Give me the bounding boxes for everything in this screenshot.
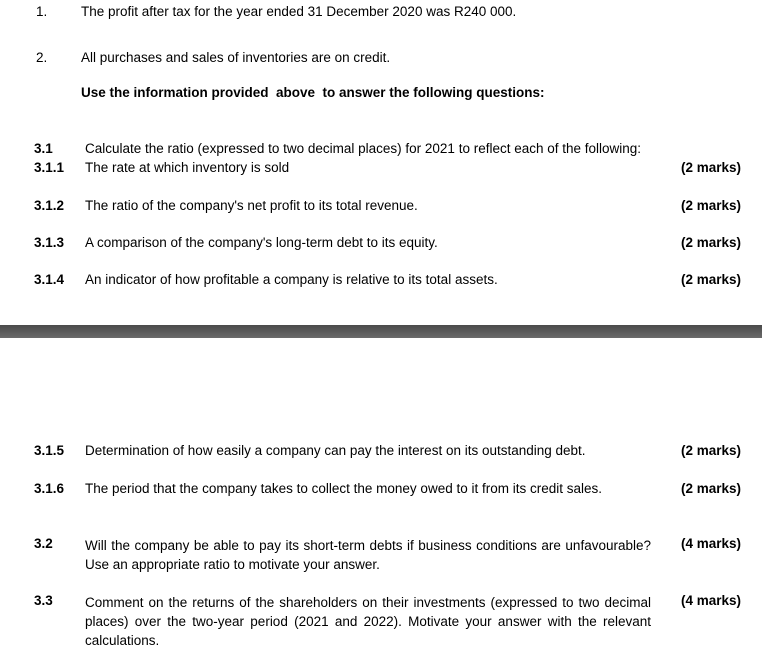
marks-label: (2 marks) <box>681 235 742 250</box>
question-text: The period that the company takes to collect the money owed to it from its credit sales. <box>85 481 603 496</box>
marks-label: (2 marks) <box>681 481 742 496</box>
question-text: An indicator of how profitable a company is relative to its total assets. <box>85 272 498 287</box>
question-number: 3.1.6 <box>34 481 65 496</box>
question-number: 3.1.1 <box>34 160 65 175</box>
question-number: 3.2 <box>34 536 53 551</box>
question-number: 3.1.5 <box>34 443 65 458</box>
marks-label: (4 marks) <box>681 536 742 551</box>
question-text: The ratio of the company's net profit to its total revenue. <box>85 198 418 213</box>
question-text: Calculate the ratio (expressed to two decimal places) for 2021 to reflect each of the following: <box>85 141 642 156</box>
marks-label: (4 marks) <box>681 593 742 608</box>
marks-label: (2 marks) <box>681 272 742 287</box>
marks-label: (2 marks) <box>681 160 742 175</box>
question-text: Comment on the returns of the shareholders on their investments (expressed to two decimal places) over the two-year period (2021 and 2022). Motivate your answer with the relevant calculations. <box>85 595 651 648</box>
instruction-heading: Use the information provided above to answer the following questions: <box>81 85 545 100</box>
question-number: 3.1.3 <box>34 235 65 250</box>
question-number: 3.1.4 <box>34 272 65 287</box>
question-text: A comparison of the company's long-term debt to its equity. <box>85 235 438 250</box>
question-number: 3.1 <box>34 141 53 156</box>
question-text: The rate at which inventory is sold <box>85 160 290 175</box>
note-number: 1. <box>36 4 48 19</box>
question-text: Determination of how easily a company can pay the interest on its outstanding debt. <box>85 443 586 458</box>
question-number: 3.3 <box>34 593 53 608</box>
question-number: 3.1.2 <box>34 198 65 213</box>
marks-label: (2 marks) <box>681 443 742 458</box>
page-divider <box>0 325 762 338</box>
marks-label: (2 marks) <box>681 198 742 213</box>
note-text: All purchases and sales of inventories are on credit. <box>81 50 391 65</box>
question-text: Will the company be able to pay its short-term debts if business conditions are unfavourable? Use an appropriate ratio to motivate your answer. <box>85 538 651 572</box>
note-text: The profit after tax for the year ended 31 December 2020 was R240 000. <box>81 4 517 19</box>
note-number: 2. <box>36 50 48 65</box>
